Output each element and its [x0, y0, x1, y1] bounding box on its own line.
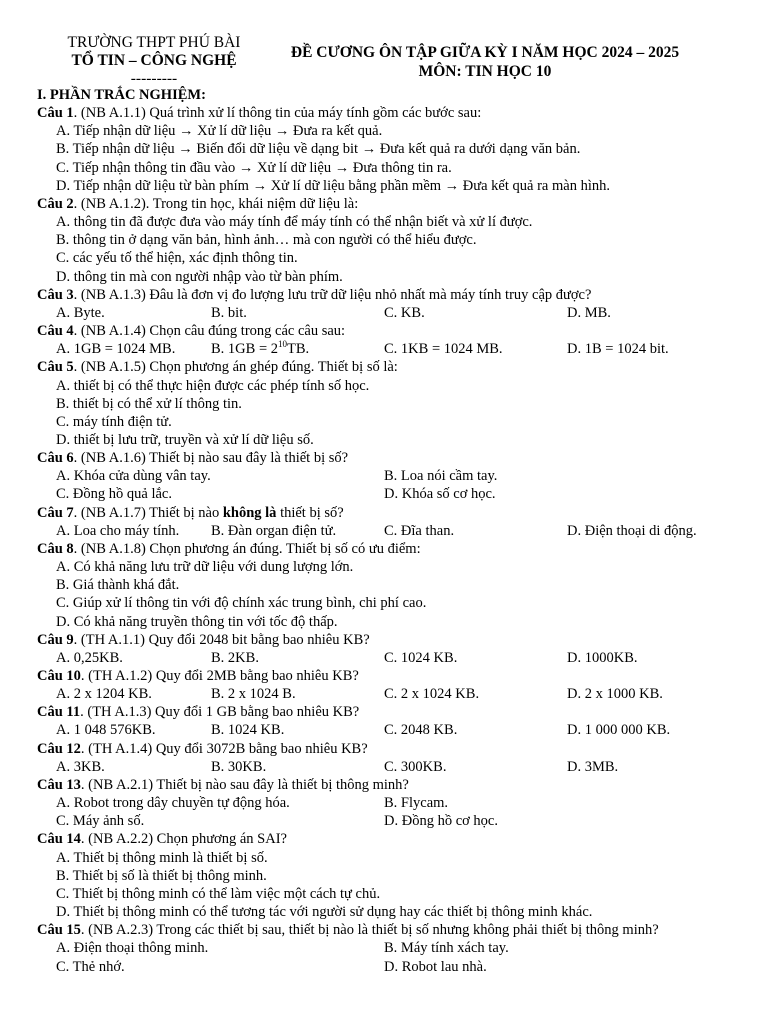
answer-option: B. Đàn organ điện tử. [211, 522, 337, 539]
question [37, 322, 737, 340]
answer-row [37, 304, 737, 322]
question-text: . (NB A.1.1) Quá trình xử lí thông tin của máy tính gồm các bước sau: [73, 105, 482, 122]
question-number: Câu 7 [37, 504, 74, 521]
answer-option: D. Khóa số cơ học. [384, 486, 496, 503]
question [37, 504, 737, 522]
answer-option: B. thiết bị có thể xử lí thông tin. [56, 395, 242, 412]
answer-option: A. 1 048 576KB. [56, 722, 156, 739]
question-number: Câu 4 [37, 323, 74, 340]
answer-option [211, 340, 384, 358]
answer-option: B. 2KB. [211, 649, 259, 666]
question-number: Câu 6 [37, 450, 74, 467]
department-name: TỔ TIN – CÔNG NGHỆ [71, 52, 237, 69]
answer-option: B. 2 x 1024 B. [211, 686, 296, 703]
question-text: . (TH A.1.3) Quy đổi 1 GB bằng bao nhiêu KB? [80, 704, 360, 721]
question-emphasis: không là [222, 504, 277, 521]
answer-option: A. Điện thoại thông minh. [56, 940, 209, 957]
answer-option: D. 1B = 1024 bit. [567, 341, 669, 358]
answer-option: C. 1KB = 1024 MB. [384, 341, 503, 358]
question-text: . (NB A.1.3) Đâu là đơn vị đo lượng lưu trữ dữ liệu nhỏ nhất mà máy tính truy cập được? [73, 286, 592, 303]
section-heading: I. PHẦN TRẮC NGHIỆM: [37, 87, 206, 103]
answer-option: B. Giá thành khá đắt. [56, 577, 180, 594]
question-text: . (NB A.1.8) Chọn phương án đúng. Thiết bị số có ưu điểm: [73, 540, 421, 557]
answer-option: C. KB. [384, 304, 425, 321]
answer-option: B. Thiết bị số là thiết bị thông minh. [56, 867, 267, 884]
answer-option: A. Thiết bị thông minh là thiết bị số. [56, 849, 268, 866]
option-exponent: 10 [278, 339, 287, 350]
answer-option: C. 300KB. [384, 758, 447, 775]
question-text: . (TH A.1.2) Quy đổi 2MB bằng bao nhiêu KB? [80, 668, 359, 684]
question-number: Câu 10 [37, 668, 81, 684]
answer-option: D. MB. [567, 304, 611, 321]
answer-option: A. Có khả năng lưu trữ dữ liệu với dung lượng lớn. [56, 559, 354, 576]
school-name: TRƯỜNG THPT PHÚ BÀI [67, 34, 241, 51]
answer-option: B. 30KB. [211, 758, 267, 775]
question-text: . (NB A.2.2) Chọn phương án SAI? [80, 831, 287, 848]
answer-row [37, 467, 737, 485]
answer-option: C. máy tính điện tử. [56, 413, 172, 430]
question-text: . (NB A.2.3) Trong các thiết bị sau, thiết bị nào là thiết bị số nhưng không phải thiết bị thông minh? [80, 922, 659, 939]
answer-row [37, 939, 737, 957]
answer-option: A. 1GB = 1024 MB. [56, 341, 176, 358]
question [37, 740, 737, 758]
answer-option: C. Thiết bị thông minh có thể làm việc một cách tự chủ. [56, 885, 381, 902]
answer-option: B. 1024 KB. [211, 722, 285, 739]
answer-option: A. Tiếp nhận dữ liệu → Xử lí dữ liệu → Đưa ra kết quả. [56, 123, 383, 140]
question-text: . (NB A.1.2). Trong tin học, khái niệm dữ liệu là: [73, 195, 359, 212]
answer-option: C. Giúp xử lí thông tin với độ chính xác trung bình, chi phí cao. [56, 595, 427, 612]
answer-option: B. Flycam. [384, 795, 449, 812]
question [37, 195, 737, 213]
answer-option: B. Tiếp nhận dữ liệu → Biến đổi dữ liệu về dạng bit → Đưa kết quả ra dưới dạng văn bản. [56, 141, 581, 158]
answer-option: D. Điện thoại di động. [567, 522, 697, 539]
answer-row [37, 794, 737, 812]
answer-option: D. 1 000 000 KB. [567, 722, 671, 739]
answer-option: C. 2048 KB. [384, 722, 458, 739]
question-number: Câu 15 [37, 922, 81, 939]
answer-option: A. 0,25KB. [56, 649, 123, 666]
question-number: Câu 8 [37, 540, 74, 557]
exam-content [37, 86, 737, 976]
question-text-end: thiết bị số? [276, 504, 344, 521]
question [37, 667, 737, 685]
answer-option: C. Thẻ nhớ. [56, 958, 125, 975]
option-base: B. 1GB = 2 [211, 341, 278, 358]
question [37, 921, 737, 939]
question [37, 830, 737, 848]
question-text: . (NB A.1.6) Thiết bị nào sau đây là thiết bị số? [73, 450, 349, 467]
answer-option: C. Tiếp nhận thông tin đầu vào → Xử lí dữ liệu → Đưa thông tin ra. [56, 159, 452, 176]
answer-option: D. Có khả năng truyền thông tin với tốc độ thấp. [56, 613, 338, 630]
answer-option: A. Byte. [56, 304, 105, 321]
option-unit: TB. [287, 341, 310, 358]
question [37, 358, 737, 376]
answer-option: C. Đĩa than. [384, 522, 455, 539]
answer-option: A. 3KB. [56, 758, 105, 775]
answer-row [37, 522, 737, 540]
answer-row [37, 758, 737, 776]
question-number: Câu 1 [37, 105, 74, 122]
question-text: . (NB A.1.4) Chọn câu đúng trong các câu sau: [73, 323, 346, 340]
header-divider: --------- [130, 70, 178, 87]
answer-option: B. thông tin ở dạng văn bản, hình ảnh… mà con người có thể hiểu được. [56, 232, 477, 249]
answer-option: C. 2 x 1024 KB. [384, 686, 480, 703]
subject-title: MÔN: TIN HỌC 10 [418, 63, 552, 80]
answer-option: A. thông tin đã được đưa vào máy tính để máy tính có thể nhận biết và xử lí được. [56, 214, 533, 231]
answer-option: A. thiết bị có thể thực hiện được các phép tính số học. [56, 377, 370, 394]
answer-option: D. thiết bị lưu trữ, truyền và xử lí dữ liệu số. [56, 431, 314, 448]
answer-row [37, 340, 737, 358]
answer-option: D. 1000KB. [567, 649, 638, 666]
question [37, 104, 737, 122]
answer-option: B. Loa nói cầm tay. [384, 468, 498, 485]
answer-option: B. bit. [211, 304, 247, 321]
answer-option: C. Đồng hồ quả lắc. [56, 486, 172, 503]
answer-option: C. 1024 KB. [384, 649, 458, 666]
question [37, 631, 737, 649]
answer-option: D. 2 x 1000 KB. [567, 686, 663, 703]
answer-option: A. Loa cho máy tính. [56, 522, 180, 539]
question-number: Câu 5 [37, 359, 74, 376]
answer-row [37, 685, 737, 703]
question-number: Câu 11 [37, 704, 81, 721]
school-header [34, 34, 274, 88]
answer-option: D. Đồng hồ cơ học. [384, 813, 498, 830]
question-number: Câu 2 [37, 195, 74, 212]
answer-row [37, 649, 737, 667]
document-title: ĐỀ CƯƠNG ÔN TẬP GIỮA KỲ I NĂM HỌC 2024 – 2025 [290, 44, 680, 61]
answer-option: D. Robot lau nhà. [384, 958, 487, 975]
question [37, 540, 737, 558]
answer-option: C. Máy ảnh số. [56, 813, 145, 830]
answer-option: D. 3MB. [567, 758, 619, 775]
question-number: Câu 9 [37, 631, 74, 648]
question-number: Câu 12 [37, 740, 81, 757]
question-text: . (NB A.2.1) Thiết bị nào sau đây là thiết bị thông minh? [80, 776, 409, 793]
document-title-block [270, 43, 700, 81]
answer-row [37, 958, 737, 976]
question [37, 286, 737, 304]
question [37, 449, 737, 467]
answer-option: A. Khóa cửa dùng vân tay. [56, 468, 211, 485]
answer-option: B. Máy tính xách tay. [384, 940, 509, 957]
question-number: Câu 14 [37, 831, 81, 848]
answer-option: D. thông tin mà con người nhập vào từ bàn phím. [56, 268, 343, 285]
question-number: Câu 3 [37, 286, 74, 303]
answer-option: C. các yếu tố thể hiện, xác định thông tin. [56, 250, 298, 267]
answer-option: D. Tiếp nhận dữ liệu từ bàn phím → Xử lí dữ liệu bằng phần mềm → Đưa kết quả ra màn hình. [56, 177, 610, 194]
answer-option: A. Robot trong dây chuyền tự động hóa. [56, 795, 290, 812]
answer-option: A. 2 x 1204 KB. [56, 686, 152, 703]
question-text: . (TH A.1.1) Quy đổi 2048 bit bằng bao nhiêu KB? [73, 631, 370, 648]
question-text: . (NB A.1.5) Chọn phương án ghép đúng. Thiết bị số là: [73, 359, 398, 376]
question-text: . (NB A.1.7) Thiết bị nào [73, 504, 223, 521]
answer-row [37, 721, 737, 739]
question-text: . (TH A.1.4) Quy đổi 3072B bằng bao nhiêu KB? [80, 740, 368, 757]
answer-option: D. Thiết bị thông minh có thể tương tác với người sử dụng hay các thiết bị thông minh khác. [56, 904, 593, 921]
question [37, 776, 737, 794]
answer-row [37, 812, 737, 830]
answer-row [37, 485, 737, 503]
question [37, 703, 737, 721]
question-number: Câu 13 [37, 776, 81, 793]
